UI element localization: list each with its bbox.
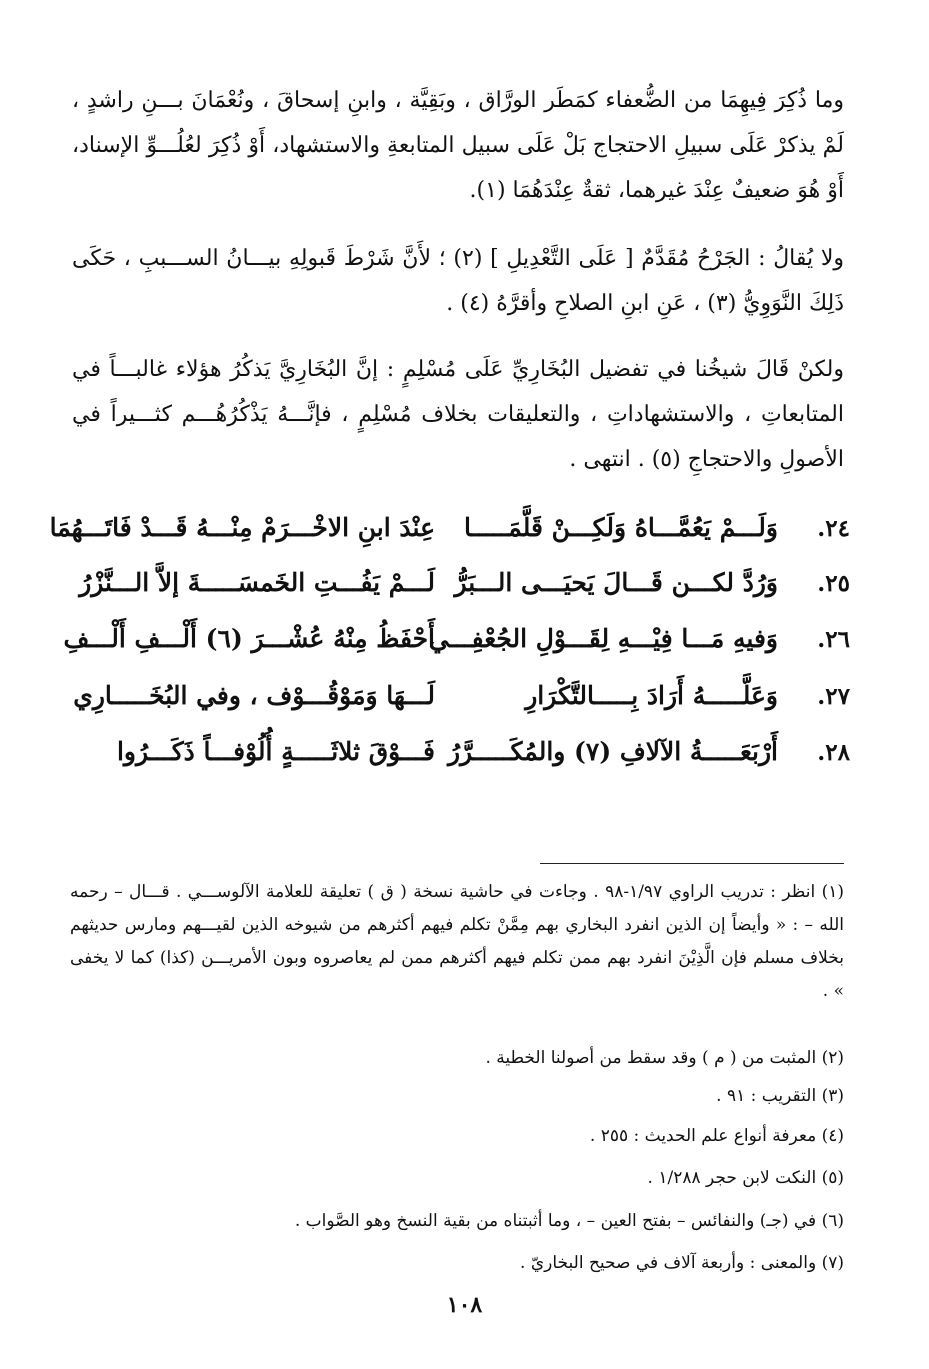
footnote-4: (٤) معرفة أنواع علم الحديث : ٢٥٥ .	[589, 1126, 844, 1146]
paragraph-jarh: ولا يُقالُ : الجَرْحُ مُقَدَّمٌ [ عَلَى التَّعْدِيلِ ] (٢) ؛ لأَنَّ شَرْطَ قَبولِهِ بيـــانُ الســـببِ ، حَكَى ذَلِكَ النَّوَوِيُّ (٣) ، عَنِ ابنِ الصلاحِ وأقرَّهُ (٤) .	[72, 246, 845, 316]
verse-second-hemistich: لَـــهَا وَمَوْقُـــوْف ، وفي البُخَـــــارِي	[73, 681, 435, 710]
footnote-1: (١) انظر : تدريب الراوي ١/٩٧-٩٨ . وجاءت في حاشية نسخة ( ق ) تعليقة للعلامة الآلوســـي . قـــال – رحمه الله – : « وأيضاً إن الذين انفرد البخاري بهم مِمَّنْ تكلم فيهم أكثرهم من شيوخه الذين لقيـــهم ومارس حديثهم بخلاف مسلم فإن الَّذِيْنَ انفرد بهم ممن تكلم فيهم أكثرهم ممن لم يعاصروه وبون الأمريـــن (كذا) كما لا يخفى » .	[70, 882, 844, 1001]
footnote-7: (٧) والمعنى : وأربعة آلاف في صحيح البخاريّ .	[520, 1253, 844, 1273]
footnote-separator	[540, 863, 844, 864]
verse-number: ٢٥.	[817, 570, 850, 597]
footnote-2: (٢) المثبت من ( م ) وقد سقط من أصولنا الخطية .	[485, 1048, 844, 1068]
page-number: ١٠٨	[446, 1292, 483, 1318]
footnote-5: (٥) النكت لابن حجر ١/٢٨٨ .	[647, 1168, 844, 1188]
verse-line	[60, 675, 850, 725]
paragraph-narrators: وما ذُكِرَ فِيهِمَا من الضُّعفاء كمَطَر الورَّاق ، وبَقِيَّة ، وابنِ إسحاقَ ، ونُعْمَانَ بـــنِ راشدٍ ، لَمْ يذكرْ عَلَى سبيلِ الاحتجاج بَلْ عَلَى سبيل المتابعةِ والاستشهاد، أَوْ ذُكِرَ لعُلُـــوِّ الإسناد، أَوْ هُوَ ضعيفٌ عِنْدَ غيرهما، ثقةٌ عِنْدَهُمَا (١).	[72, 88, 844, 203]
verse-first-hemistich: وَلَـــمْ يَعُمَّـــاهُ وَلَكِـــنْ قَلَّمَـــــا	[464, 513, 778, 542]
verse-line	[60, 731, 850, 781]
verse-second-hemistich: فَـــوْقَ ثلاثَـــــةٍ أُلُوْفـــاً ذَكَـــرُوا	[116, 737, 435, 766]
verse-line	[60, 618, 850, 668]
verse-first-hemistich: وَرُدَّ لكـــن قَـــالَ يَحيَـــى الـــبَرُّ	[454, 568, 778, 597]
verse-first-hemistich: أَرْبَعَـــــةُ الآلافِ (٧) والمُكَـــــرَّرُ	[447, 737, 778, 766]
verse-second-hemistich: لَـــمْ يَفُـــتِ الخَمسَـــــةَ إلاَّ الـــنَّزْرُ	[79, 568, 435, 597]
verse-line	[49, 507, 850, 557]
verse-second-hemistich: عِنْدَ ابنِ الاخْـــرَمْ مِنْـــهُ قَـــدْ فَاتَـــهُمَا	[49, 513, 435, 542]
footnote-6: (٦) في (جـ) والنفائس – بفتح العين – ، وما أثبتناه من بقية النسخ وهو الصَّواب .	[294, 1211, 844, 1231]
verse-line	[60, 562, 850, 612]
footnote-3: (٣) التقريب : ٩١ .	[716, 1086, 844, 1106]
verse-number: ٢٨.	[817, 739, 850, 766]
verse-number: ٢٦.	[817, 626, 850, 653]
paragraph-bukhari-muslim: ولكنْ قَالَ شيخُنا في تفضيل البُخَارِيِّ عَلَى مُسْلِمٍ : إنَّ البُخَارِيَّ يَذكُرُ هؤلاء غالبـــاً في المتابعاتِ ، والاستشهاداتِ ، والتعليقات بخلاف مُسْلِمٍ ، فإنَّـــهُ يَذْكُرُهُـــم كثـــيراً في الأصولِ والاحتجاجِ (٥) . انتهى .	[72, 357, 844, 472]
verse-first-hemistich: وَفيهِ مَـــا فِيْـــهِ لِقَـــوْلِ الجُعْفِـــي	[428, 624, 778, 653]
verse-number: ٢٧.	[817, 683, 850, 710]
verse-number: ٢٤.	[817, 515, 850, 542]
verse-first-hemistich: وَعَلَّـــــهُ أَرَادَ بِـــــالتَّكْرَارِ	[525, 681, 778, 710]
verse-second-hemistich: أَحْفَظُ مِنْهُ عُشْـــرَ (٦) أَلْـــفِ أَلْـــفِ	[63, 624, 435, 653]
